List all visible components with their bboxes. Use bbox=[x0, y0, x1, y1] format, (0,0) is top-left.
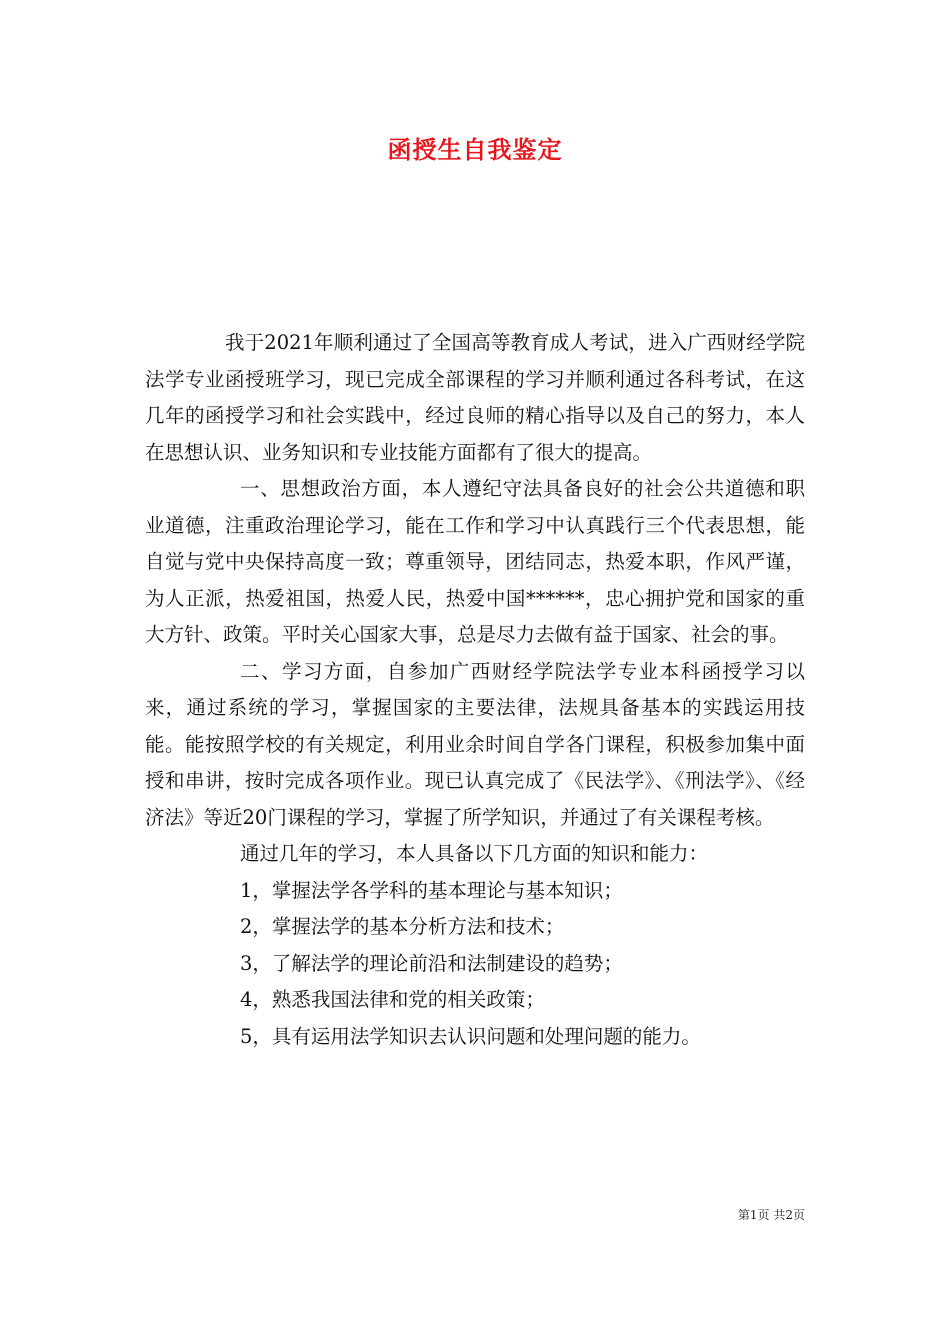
page-number-footer bbox=[738, 1206, 805, 1223]
footer-middle: 页 共 bbox=[757, 1208, 786, 1222]
list-item: 3，了解法学的理论前沿和法制建设的趋势； bbox=[240, 951, 623, 975]
paragraph-study: 二、学习方面，自参加广西财经学院法学专业本科函授学习以来，通过系统的学习，掌握国家的主要法律，法规具备基本的实践运用技能。能按照学校的有关规定，利用业余时间自学各门课程，积极参加集中面授和串讲，按时完成各项作业。现已认真完成了《民法学》、《刑法学》、《经济法》等近20门课程的学习，掌握了所学知识，并通过了有关课程考核。 bbox=[145, 659, 805, 829]
list-item: 4，熟悉我国法律和党的相关政策； bbox=[240, 988, 545, 1011]
paragraph-political: 一、思想政治方面，本人遵纪守法具备良好的社会公共道德和职业道德，注重政治理论学习，能在工作和学习中认真践行三个代表思想，能自觉与党中央保持高度一致；尊重领导，团结同志，热爱本职，作风严谨，为人正派，热爱祖国，热爱人民，热爱中国******，忠心拥护党和国家的重大方针、政策。平时关心国家大事，总是尽力去做有益于国家、社会的事。 bbox=[145, 477, 805, 646]
document-title: 函授生自我鉴定 bbox=[387, 136, 563, 164]
list-item: 1，掌握法学各学科的基本理论与基本知识； bbox=[240, 878, 623, 902]
paragraph-intro: 我于2021年顺利通过了全国高等教育成人考试，进入广西财经学院法学专业函授班学习，现已完成全部课程的学习并顺利通过各科考试，在这几年的函授学习和社会实践中，经过良师的精心指导以及自己的努力，本人在思想认识、业务知识和专业技能方面都有了很大的提高。 bbox=[145, 331, 805, 464]
list-item: 5，具有运用法学知识去认识问题和处理问题的能力。 bbox=[240, 1024, 701, 1048]
list-intro: 通过几年的学习，本人具备以下几方面的知识和能力： bbox=[240, 842, 709, 865]
footer-total-pages: 2 bbox=[785, 1208, 793, 1222]
list-item: 2，掌握法学的基本分析方法和技术； bbox=[240, 915, 565, 938]
document-body bbox=[145, 325, 805, 1055]
abilities-list bbox=[145, 836, 805, 1055]
footer-suffix: 页 bbox=[792, 1208, 805, 1222]
footer-prefix: 第 bbox=[737, 1208, 750, 1222]
footer-current-page: 1 bbox=[749, 1208, 758, 1222]
